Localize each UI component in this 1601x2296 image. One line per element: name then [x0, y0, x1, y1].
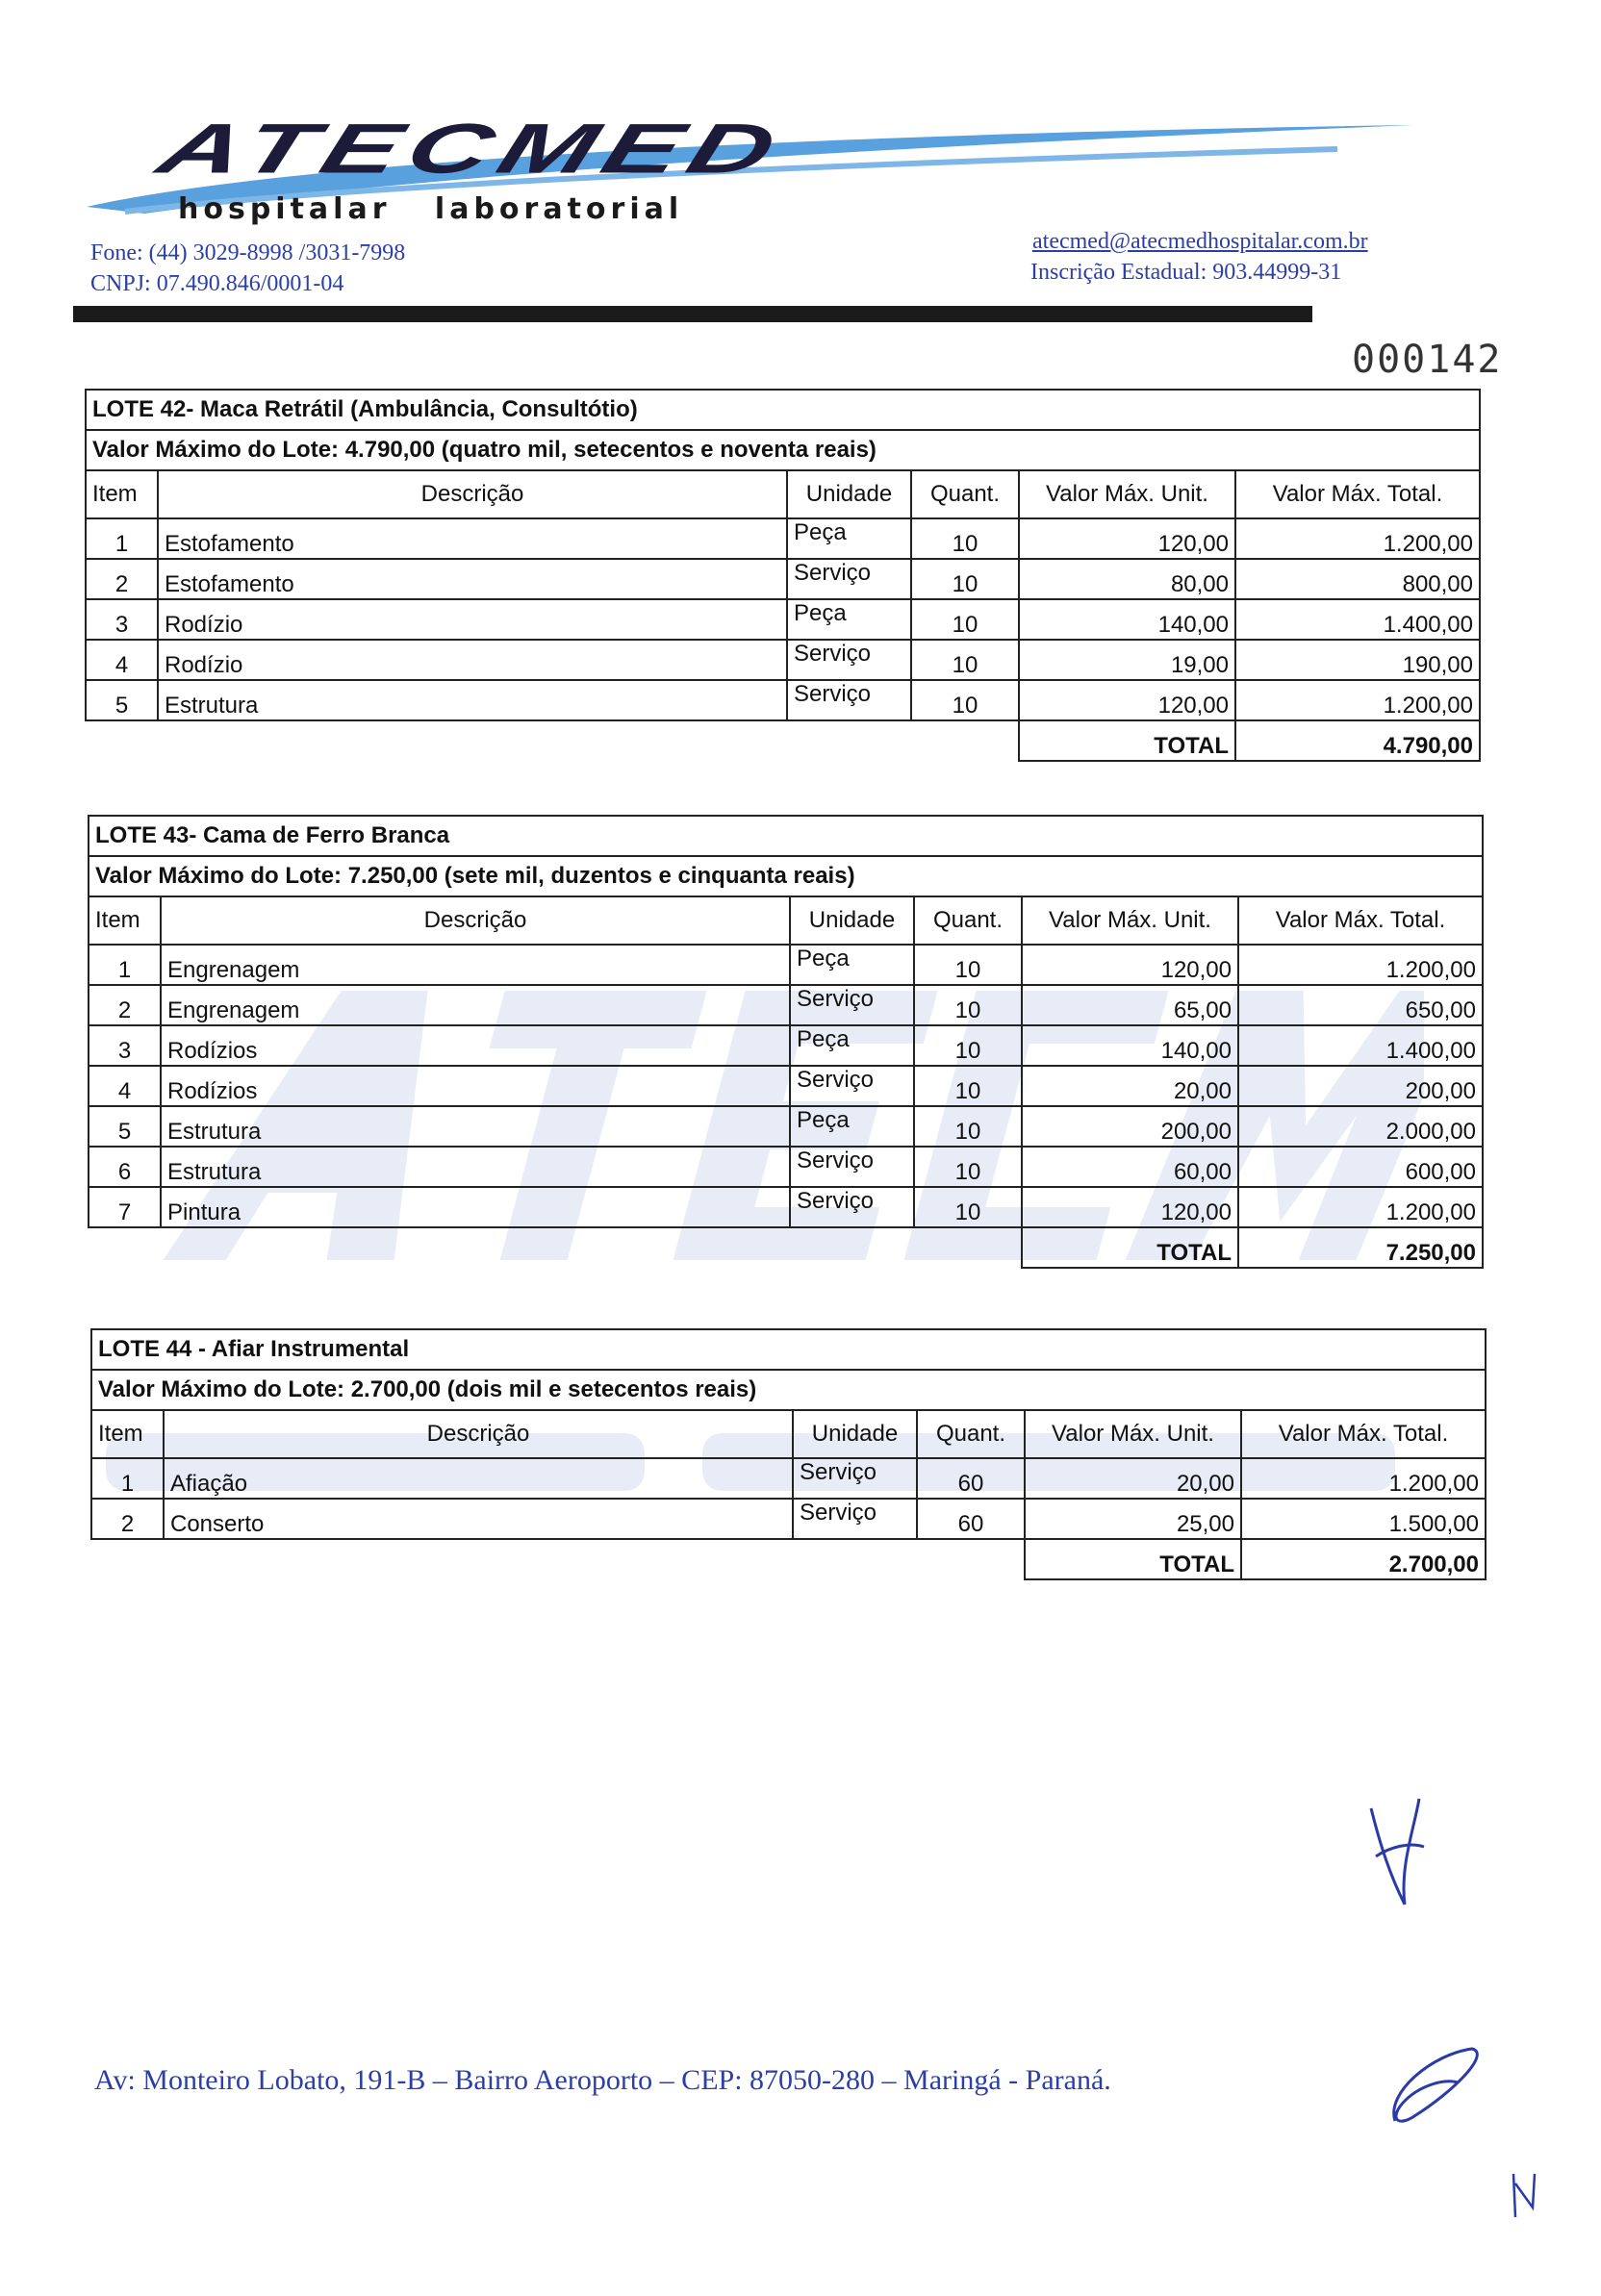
spacer	[89, 1227, 1022, 1268]
email-link[interactable]: atecmed@atecmedhospitalar.com.br	[1032, 229, 1368, 254]
item-unit-value: 200,00	[1022, 1106, 1238, 1147]
item-total-value: 1.200,00	[1238, 1187, 1483, 1227]
item-description: Rodízio	[158, 599, 787, 640]
column-header: Valor Máx. Unit.	[1025, 1410, 1241, 1458]
item-description: Engrenagem	[161, 945, 790, 985]
item-description: Rodízio	[158, 640, 787, 680]
item-quantity: 10	[914, 1187, 1022, 1227]
column-header: Unidade	[787, 470, 911, 518]
item-total-value: 1.400,00	[1238, 1025, 1483, 1066]
item-unit: Serviço	[790, 1147, 914, 1187]
total-row	[89, 1227, 1483, 1268]
item-description: Rodízios	[161, 1066, 790, 1106]
item-quantity: 10	[914, 945, 1022, 985]
item-quantity: 10	[911, 640, 1019, 680]
column-header: Quant.	[917, 1410, 1025, 1458]
item-description: Conserto	[164, 1499, 793, 1539]
item-unit-value: 20,00	[1025, 1458, 1241, 1499]
lote-title: LOTE 44 - Afiar Instrumental	[91, 1329, 1486, 1370]
column-header: Quant.	[911, 470, 1019, 518]
item-description: Estofamento	[158, 518, 787, 559]
total-value: 7.250,00	[1238, 1227, 1483, 1268]
item-description: Estrutura	[161, 1106, 790, 1147]
table-header-row	[91, 1410, 1486, 1458]
item-unit-value: 140,00	[1022, 1025, 1238, 1066]
table-row	[86, 599, 1480, 640]
column-header: Valor Máx. Unit.	[1022, 896, 1238, 945]
item-total-value: 1.200,00	[1235, 518, 1480, 559]
item-unit: Peça	[787, 599, 911, 640]
item-total-value: 200,00	[1238, 1066, 1483, 1106]
page-stamp: 000142	[1352, 338, 1503, 382]
header-divider	[73, 306, 1312, 322]
item-quantity: 10	[914, 1066, 1022, 1106]
item-number: 2	[89, 985, 161, 1025]
item-quantity: 10	[911, 559, 1019, 599]
item-unit: Serviço	[787, 559, 911, 599]
item-unit-value: 120,00	[1022, 945, 1238, 985]
column-header: Descrição	[158, 470, 787, 518]
column-header: Unidade	[793, 1410, 917, 1458]
company-logo: ATECMED	[148, 109, 796, 189]
column-header: Item	[89, 896, 161, 945]
item-total-value: 1.500,00	[1241, 1499, 1486, 1539]
signature-initials	[1361, 1789, 1429, 1914]
lote-title: LOTE 42- Maca Retrátil (Ambulância, Consultótio)	[86, 390, 1480, 430]
item-total-value: 2.000,00	[1238, 1106, 1483, 1147]
item-quantity: 60	[917, 1499, 1025, 1539]
total-value: 4.790,00	[1235, 720, 1480, 761]
lote-table	[90, 1328, 1487, 1580]
table-header-row	[89, 896, 1483, 945]
total-value: 2.700,00	[1241, 1539, 1486, 1579]
item-unit-value: 25,00	[1025, 1499, 1241, 1539]
item-unit: Peça	[790, 1025, 914, 1066]
item-description: Estrutura	[158, 680, 787, 720]
signature-mark	[1506, 2169, 1544, 2227]
item-description: Rodízios	[161, 1025, 790, 1066]
item-number: 7	[89, 1187, 161, 1227]
item-description: Pintura	[161, 1187, 790, 1227]
table-row	[91, 1458, 1486, 1499]
lote-max-value: Valor Máximo do Lote: 4.790,00 (quatro mil, setecentos e noventa reais)	[86, 430, 1480, 470]
column-header: Descrição	[164, 1410, 793, 1458]
item-unit-value: 120,00	[1022, 1187, 1238, 1227]
item-unit-value: 20,00	[1022, 1066, 1238, 1106]
total-label: TOTAL	[1025, 1539, 1241, 1579]
item-quantity: 10	[914, 985, 1022, 1025]
item-quantity: 10	[911, 518, 1019, 559]
column-header: Item	[91, 1410, 164, 1458]
table-row	[86, 680, 1480, 720]
item-quantity: 10	[914, 1106, 1022, 1147]
item-number: 2	[86, 559, 158, 599]
state-registration: Inscrição Estadual: 903.44999-31	[1030, 260, 1342, 285]
item-total-value: 650,00	[1238, 985, 1483, 1025]
item-total-value: 800,00	[1235, 559, 1480, 599]
item-description: Engrenagem	[161, 985, 790, 1025]
lote-max-value: Valor Máximo do Lote: 7.250,00 (sete mil, duzentos e cinquanta reais)	[89, 856, 1483, 896]
item-total-value: 190,00	[1235, 640, 1480, 680]
item-unit: Serviço	[787, 640, 911, 680]
table-row	[89, 985, 1483, 1025]
item-number: 4	[89, 1066, 161, 1106]
item-quantity: 10	[911, 599, 1019, 640]
item-unit-value: 80,00	[1019, 559, 1235, 599]
item-unit-value: 120,00	[1019, 518, 1235, 559]
lote-max-value: Valor Máximo do Lote: 2.700,00 (dois mil e setecentos reais)	[91, 1370, 1486, 1410]
item-unit: Peça	[790, 1106, 914, 1147]
item-unit-value: 140,00	[1019, 599, 1235, 640]
item-unit: Serviço	[790, 1066, 914, 1106]
cnpj: CNPJ: 07.490.846/0001-04	[90, 271, 344, 296]
spacer	[91, 1539, 1025, 1579]
total-row	[86, 720, 1480, 761]
item-number: 3	[89, 1025, 161, 1066]
item-number: 3	[86, 599, 158, 640]
item-unit: Serviço	[793, 1458, 917, 1499]
column-header: Valor Máx. Total.	[1235, 470, 1480, 518]
item-unit-value: 120,00	[1019, 680, 1235, 720]
column-header: Descrição	[161, 896, 790, 945]
table-row	[91, 1499, 1486, 1539]
phone: Fone: (44) 3029-8998 /3031-7998	[90, 240, 406, 265]
column-header: Quant.	[914, 896, 1022, 945]
item-unit: Serviço	[790, 1187, 914, 1227]
item-quantity: 10	[914, 1147, 1022, 1187]
item-unit-value: 65,00	[1022, 985, 1238, 1025]
item-description: Estrutura	[161, 1147, 790, 1187]
spacer	[86, 720, 1019, 761]
table-row	[89, 1066, 1483, 1106]
column-header: Valor Máx. Total.	[1238, 896, 1483, 945]
total-row	[91, 1539, 1486, 1579]
item-unit-value: 60,00	[1022, 1147, 1238, 1187]
item-number: 4	[86, 640, 158, 680]
item-unit: Serviço	[793, 1499, 917, 1539]
total-label: TOTAL	[1022, 1227, 1238, 1268]
item-quantity: 10	[914, 1025, 1022, 1066]
column-header: Valor Máx. Unit.	[1019, 470, 1235, 518]
item-number: 5	[89, 1106, 161, 1147]
table-header-row	[86, 470, 1480, 518]
table-row	[89, 1106, 1483, 1147]
item-total-value: 600,00	[1238, 1147, 1483, 1187]
column-header: Item	[86, 470, 158, 518]
lote-table	[88, 815, 1484, 1269]
item-unit: Serviço	[790, 985, 914, 1025]
item-number: 2	[91, 1499, 164, 1539]
item-unit: Peça	[790, 945, 914, 985]
total-label: TOTAL	[1019, 720, 1235, 761]
signature-rubric	[1376, 2034, 1491, 2140]
item-unit: Peça	[787, 518, 911, 559]
item-quantity: 60	[917, 1458, 1025, 1499]
item-number: 5	[86, 680, 158, 720]
column-header: Unidade	[790, 896, 914, 945]
item-unit: Serviço	[787, 680, 911, 720]
table-row	[86, 518, 1480, 559]
item-number: 6	[89, 1147, 161, 1187]
table-row	[89, 1025, 1483, 1066]
item-total-value: 1.200,00	[1241, 1458, 1486, 1499]
table-row	[86, 640, 1480, 680]
company-subtitle: hospitalar laboratorial	[178, 192, 684, 226]
lote-title: LOTE 43- Cama de Ferro Branca	[89, 816, 1483, 856]
table-row	[89, 1187, 1483, 1227]
item-total-value: 1.200,00	[1235, 680, 1480, 720]
item-number: 1	[86, 518, 158, 559]
item-quantity: 10	[911, 680, 1019, 720]
item-total-value: 1.200,00	[1238, 945, 1483, 985]
table-row	[89, 945, 1483, 985]
item-description: Estofamento	[158, 559, 787, 599]
item-total-value: 1.400,00	[1235, 599, 1480, 640]
lote-table	[85, 389, 1481, 762]
item-number: 1	[89, 945, 161, 985]
table-row	[89, 1147, 1483, 1187]
item-number: 1	[91, 1458, 164, 1499]
item-description: Afiação	[164, 1458, 793, 1499]
item-unit-value: 19,00	[1019, 640, 1235, 680]
column-header: Valor Máx. Total.	[1241, 1410, 1486, 1458]
footer-address: Av: Monteiro Lobato, 191-B – Bairro Aeroporto – CEP: 87050-280 – Maringá - Paraná.	[94, 2064, 1111, 2096]
table-row	[86, 559, 1480, 599]
